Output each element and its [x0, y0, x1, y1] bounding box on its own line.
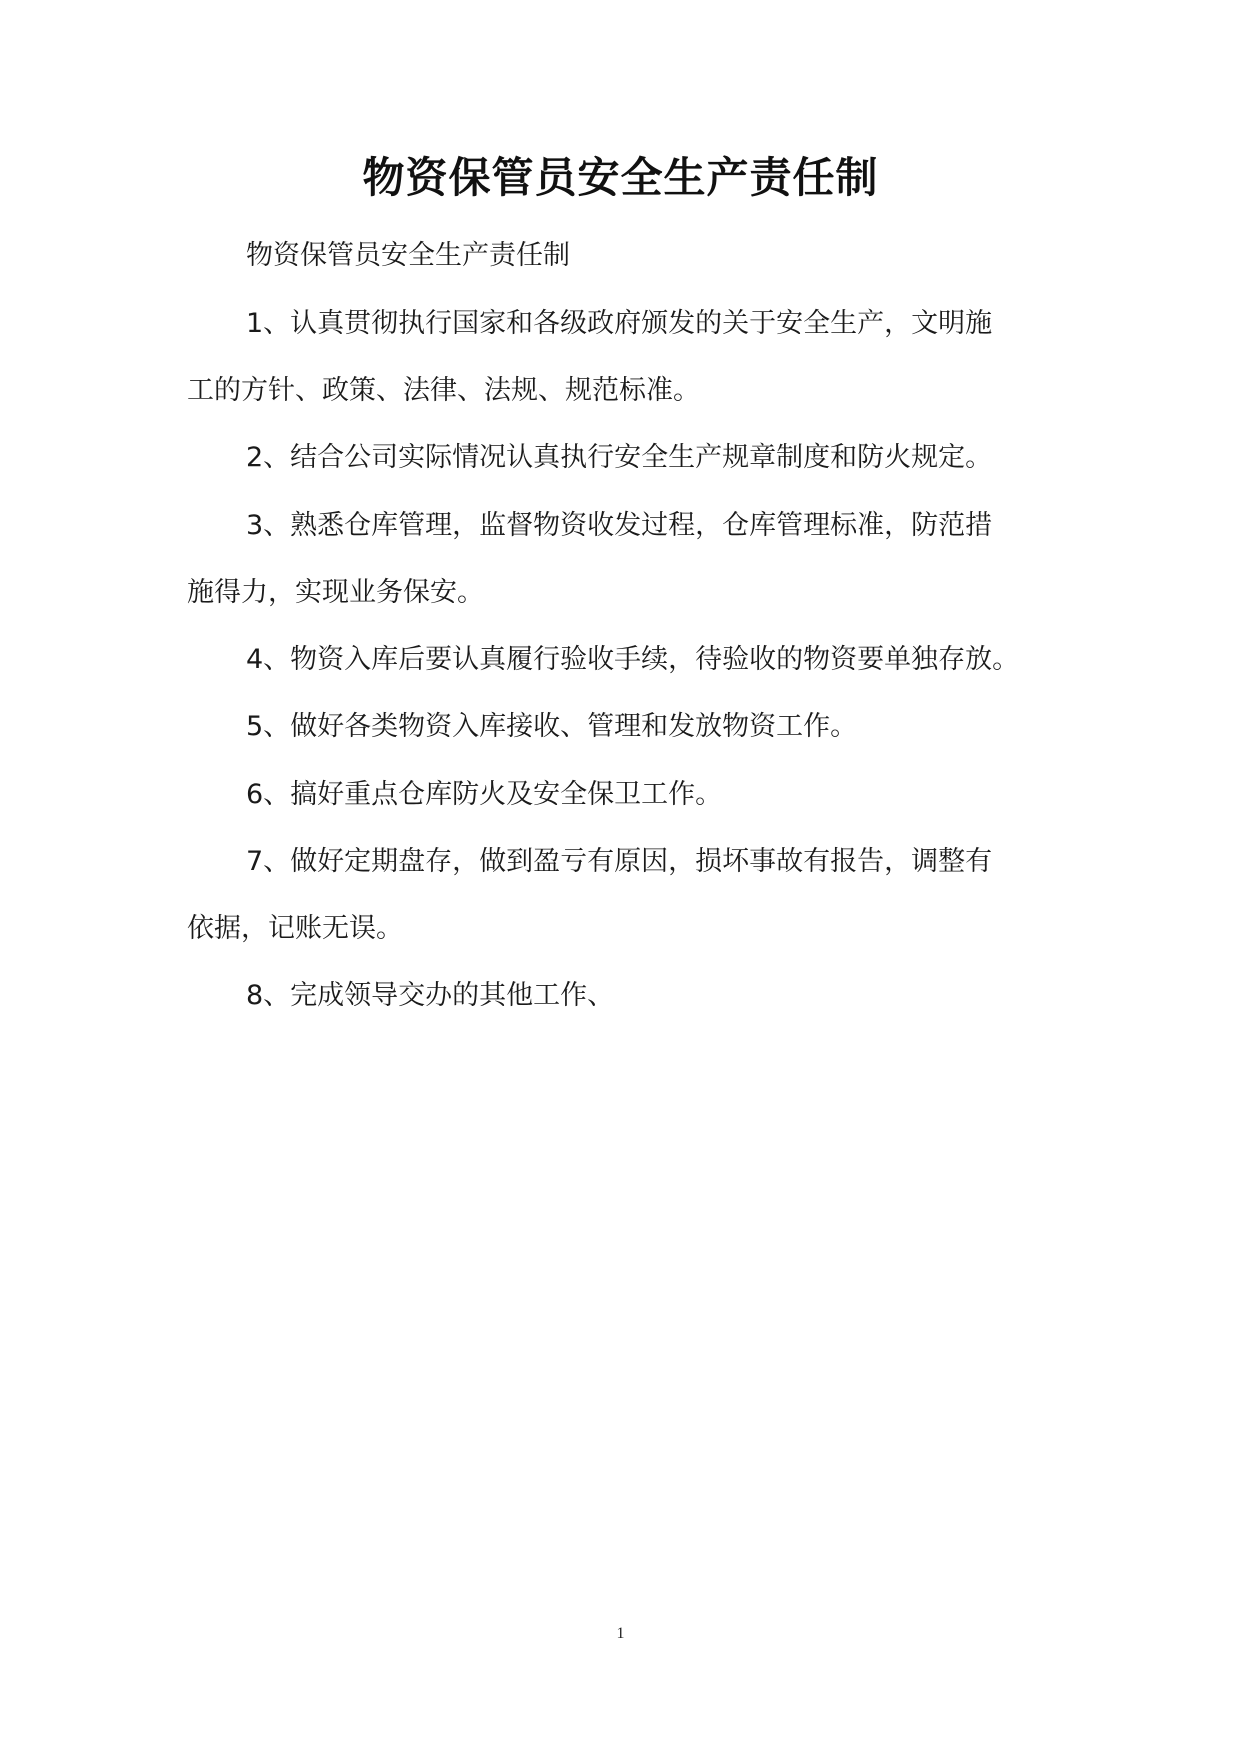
item-3-line-2: 施得力，实现业务保安。	[187, 577, 484, 608]
item-8-line-1: 8、完成领导交办的其他工作、	[246, 980, 615, 1011]
item-1-line-1: 1、认真贯彻执行国家和各级政府颁发的关于安全生产，文明施	[246, 308, 993, 339]
item-7-line-2: 依据，记账无误。	[187, 913, 403, 944]
page-number: 1	[616, 1625, 625, 1642]
page-title: 物资保管员安全生产责任制	[362, 153, 879, 202]
item-4-line-1: 4、物资入库后要认真履行验收手续，待验收的物资要单独存放。	[246, 644, 1020, 675]
item-5-line-1: 5、做好各类物资入库接收、管理和发放物资工作。	[246, 711, 858, 742]
item-6-line-1: 6、搞好重点仓库防火及安全保卫工作。	[246, 779, 723, 810]
item-7-line-1: 7、做好定期盘存，做到盈亏有原因，损坏事故有报告，调整有	[246, 846, 993, 877]
item-1-line-2: 工的方针、政策、法律、法规、规范标准。	[187, 375, 700, 406]
item-2-line-1: 2、结合公司实际情况认真执行安全生产规章制度和防火规定。	[246, 442, 993, 473]
item-3-line-1: 3、熟悉仓库管理，监督物资收发过程，仓库管理标准，防范措	[246, 510, 993, 541]
document-subtitle: 物资保管员安全生产责任制	[246, 240, 570, 271]
